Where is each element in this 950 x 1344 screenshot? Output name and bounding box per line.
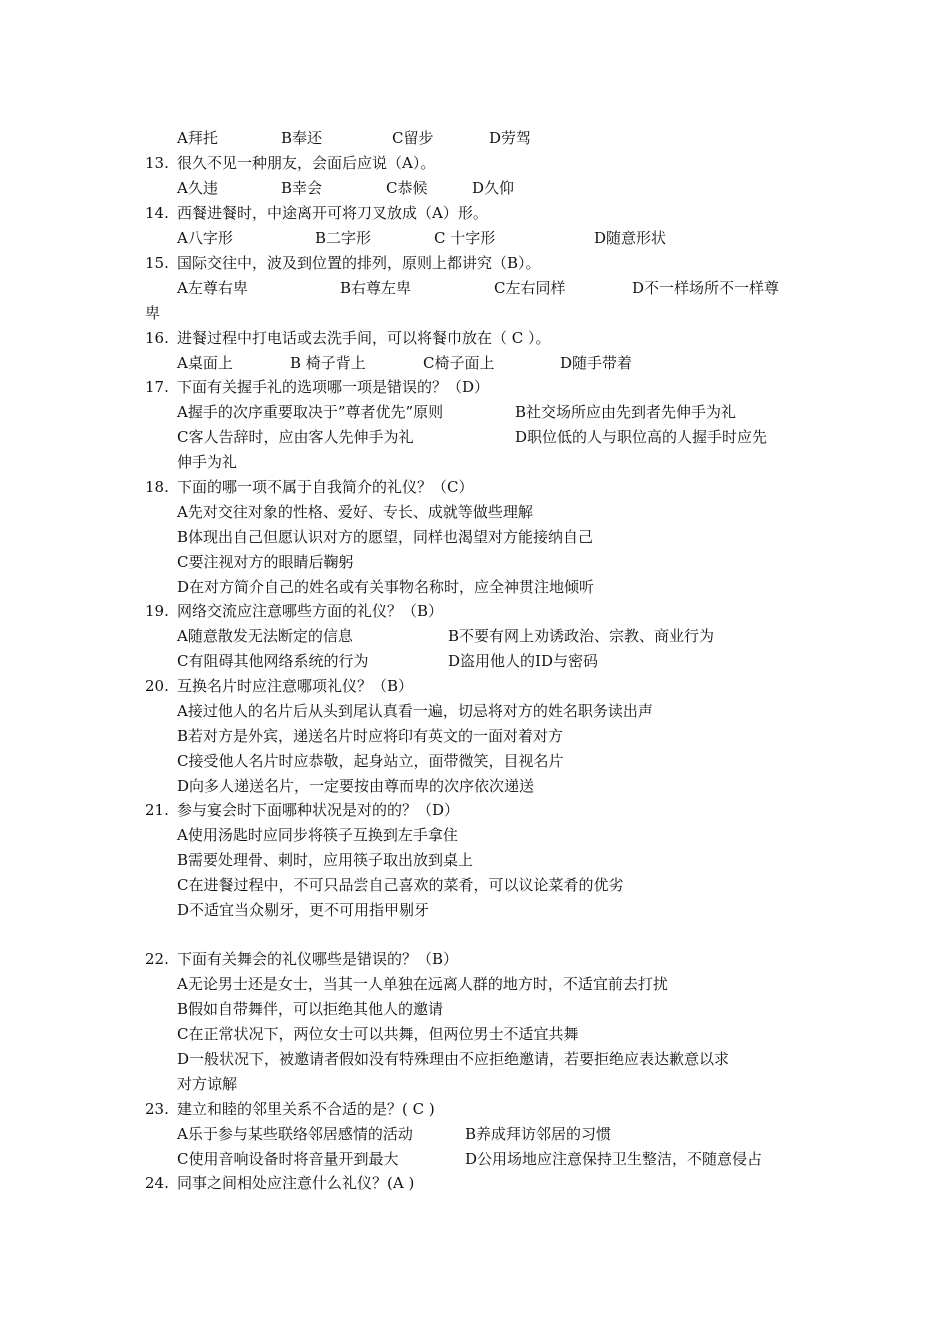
q13-option-c: C恭候: [386, 179, 428, 197]
q21-option-a: A使用汤匙时应同步将筷子互换到左手拿住: [177, 826, 458, 844]
q21-option-d: D不适宜当众剔牙，更不可用指甲剔牙: [177, 901, 430, 919]
q22-option-c: C在正常状况下，两位女士可以共舞，但两位男士不适宜共舞: [177, 1025, 579, 1043]
q18-question: 下面的哪一项不属于自我简介的礼仪？（C）: [177, 478, 474, 496]
q17-number: 17.: [145, 378, 169, 396]
q16-option-d: D随手带着: [560, 354, 633, 372]
q16-option-b: B 椅子背上: [290, 354, 366, 372]
q19-option-b: B不要有网上劝诱政治、宗教、商业行为: [448, 627, 715, 645]
q14-option-c: C 十字形: [434, 229, 496, 247]
q18-option-c: C要注视对方的眼睛后鞠躬: [177, 553, 354, 571]
q15-question: 国际交往中，波及到位置的排列，原则上都讲究（B）。: [177, 254, 541, 272]
q15-option-d-cont: 卑: [145, 304, 161, 322]
q16-question: 进餐过程中打电话或去洗手间，可以将餐巾放在（ C ）。: [177, 329, 551, 347]
q21-number: 21.: [145, 801, 169, 819]
q21-option-c: C在进餐过程中，不可只品尝自己喜欢的菜肴，可以议论菜肴的优劣: [177, 876, 624, 894]
q19-option-a: A随意散发无法断定的信息: [177, 627, 353, 645]
q21-option-b: B需要处理骨、刺时，应用筷子取出放到桌上: [177, 851, 474, 869]
q14-option-a: A八字形: [177, 229, 233, 247]
q20-option-a: A接过他人的名片后从头到尾认真看一遍，切忌将对方的姓名职务读出声: [177, 702, 653, 720]
q23-option-d: D公用场地应注意保持卫生整洁，不随意侵占: [465, 1150, 763, 1168]
q12-option-c: C留步: [392, 129, 434, 147]
q13-question: 很久不见一种朋友，会面后应说（A）。: [177, 154, 436, 172]
q14-number: 14.: [145, 204, 169, 222]
q17-option-d-cont: 伸手为礼: [177, 453, 238, 471]
q24-question: 同事之间相处应注意什么礼仪？(A ): [177, 1174, 415, 1192]
q19-option-d: D盗用他人的ID与密码: [448, 652, 598, 670]
q13-option-b: B幸会: [281, 179, 323, 197]
q16-option-c: C椅子面上: [423, 354, 495, 372]
q14-option-b: B二字形: [315, 229, 372, 247]
q23-question: 建立和睦的邻里关系不合适的是？( C ): [177, 1100, 435, 1118]
q23-option-a: A乐于参与某些联络邻居感情的活动: [177, 1125, 413, 1143]
q19-question: 网络交流应注意哪些方面的礼仪？（B）: [177, 602, 444, 620]
q21-question: 参与宴会时下面哪种状况是对的的？（D）: [177, 801, 460, 819]
q17-option-c: C客人告辞时，应由客人先伸手为礼: [177, 428, 414, 446]
q13-option-d: D久仰: [472, 179, 515, 197]
q20-option-b: B若对方是外宾，递送名片时应将印有英文的一面对着对方: [177, 727, 564, 745]
q16-number: 16.: [145, 329, 169, 347]
q22-option-d: D一般状况下，被邀请者假如没有特殊理由不应拒绝邀请，若要拒绝应表达歉意以求: [177, 1050, 730, 1068]
q15-option-b: B右尊左卑: [340, 279, 412, 297]
q17-option-b: B社交场所应由先到者先伸手为礼: [515, 403, 737, 421]
q23-number: 23.: [145, 1100, 169, 1118]
q12-option-b: B奉还: [281, 129, 323, 147]
q18-option-a: A先对交往对象的性格、爱好、专长、成就等做些理解: [177, 503, 533, 521]
q16-option-a: A桌面上: [177, 354, 233, 372]
q15-number: 15.: [145, 254, 169, 272]
q20-option-c: C接受他人名片时应恭敬，起身站立，面带微笑，目视名片: [177, 752, 564, 770]
q17-question: 下面有关握手礼的选项哪一项是错误的？（D）: [177, 378, 490, 396]
q19-number: 19.: [145, 602, 169, 620]
q12-option-a: A拜托: [177, 129, 218, 147]
q19-option-c: C有阻碍其他网络系统的行为: [177, 652, 369, 670]
q20-number: 20.: [145, 677, 169, 695]
q13-number: 13.: [145, 154, 169, 172]
q22-option-d-cont: 对方谅解: [177, 1075, 238, 1093]
q22-number: 22.: [145, 950, 169, 968]
q20-option-d: D向多人递送名片，一定要按由尊而卑的次序依次递送: [177, 777, 535, 795]
q13-option-a: A久违: [177, 179, 218, 197]
q23-option-b: B养成拜访邻居的习惯: [465, 1125, 612, 1143]
q15-option-a: A左尊右卑: [177, 279, 248, 297]
q17-option-a: A握手的次序重要取决于”尊者优先”原则: [177, 403, 444, 421]
q17-option-d: D职位低的人与职位高的人握手时应先: [515, 428, 768, 446]
q18-option-d: D在对方简介自己的姓名或有关事物名称时，应全神贯注地倾听: [177, 578, 595, 596]
q18-option-b: B体现出自己但愿认识对方的愿望，同样也渴望对方能接纳自己: [177, 528, 594, 546]
q14-question: 西餐进餐时，中途离开可将刀叉放成（A）形。: [177, 204, 488, 222]
q24-number: 24.: [145, 1174, 169, 1192]
q22-option-a: A无论男士还是女士，当其一人单独在远离人群的地方时，不适宜前去打扰: [177, 975, 668, 993]
q22-question: 下面有关舞会的礼仪哪些是错误的？（B）: [177, 950, 459, 968]
q15-option-c: C左右同样: [494, 279, 566, 297]
q22-option-b: B假如自带舞伴，可以拒绝其他人的邀请: [177, 1000, 444, 1018]
q18-number: 18.: [145, 478, 169, 496]
q20-question: 互换名片时应注意哪项礼仪？（B）: [177, 677, 414, 695]
q15-option-d: D不一样场所不一样尊: [632, 279, 780, 297]
q14-option-d: D随意形状: [594, 229, 667, 247]
q23-option-c: C使用音响设备时将音量开到最大: [177, 1150, 399, 1168]
q12-option-d: D劳驾: [489, 129, 532, 147]
